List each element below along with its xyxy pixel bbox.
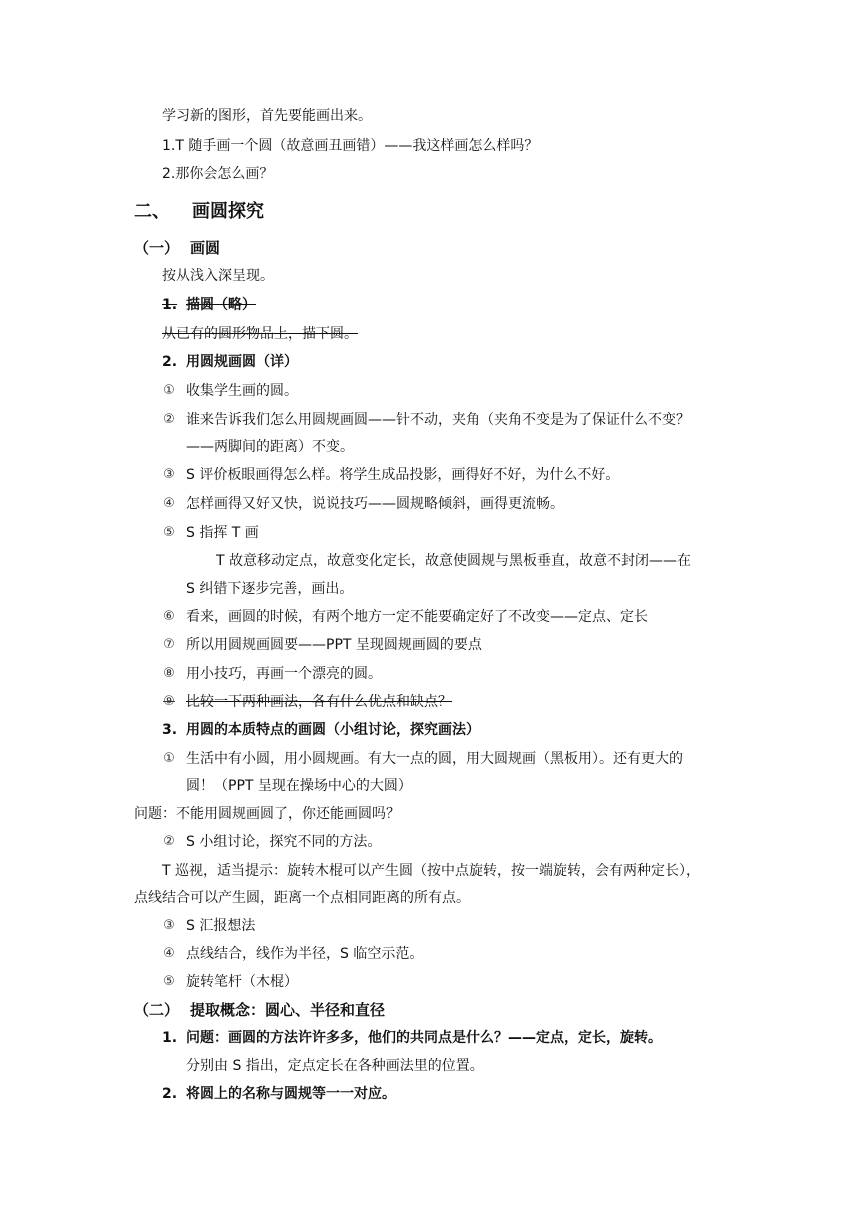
concept-item-2: 将圆上的名称与圆规等一一对应。 — [186, 1086, 396, 1102]
list-item-continued: T 故意移动定点，故意变化定长，故意使圆规与黑板垂直，故意不封闭——在 — [216, 553, 692, 569]
list-marker: ② — [163, 834, 175, 849]
list-marker: ④ — [163, 946, 175, 961]
list-item: S 小组讨论，探究不同的方法。 — [186, 834, 382, 850]
list-marker: ⑤ — [163, 974, 175, 989]
list-item: 用小技巧，再画一个漂亮的圆。 — [186, 666, 382, 682]
list-marker: ⑤ — [163, 525, 175, 540]
list-item: 比较一下两种画法，各有什么优点和缺点？ — [186, 694, 452, 710]
list-marker: ① — [163, 751, 175, 766]
subsection-1-number: （一） — [134, 239, 180, 257]
list-marker: ⑧ — [163, 666, 175, 681]
intro-line-1: 学习新的图形，首先要能画出来。 — [162, 108, 372, 124]
subsection-2-number: （二） — [134, 1001, 180, 1019]
item-2-number: 2. — [162, 354, 178, 370]
list-marker: ④ — [163, 496, 175, 511]
list-item: S 汇报想法 — [186, 918, 256, 934]
list-item: 所以用圆规画圆要——PPT 呈现圆规画圆的要点 — [186, 637, 482, 653]
list-item: 怎样画得又好又快，说说技巧——圆规略倾斜，画得更流畅。 — [186, 496, 564, 512]
concept-item-2-number: 2. — [162, 1086, 178, 1102]
question-line: 问题：不能用圆规画圆了，你还能画圆吗？ — [134, 806, 400, 822]
item-1-detail: 从已有的圆形物品上，描下圆。 — [162, 326, 358, 342]
concept-item-1-number: 1. — [162, 1030, 178, 1046]
list-marker: ① — [163, 383, 175, 398]
item-3-number: 3. — [162, 722, 178, 738]
list-marker: ⑨ — [163, 694, 175, 709]
list-item-continued: ——两脚间的距离）不变。 — [186, 439, 354, 455]
list-item: 点线结合，线作为半径，S 临空示范。 — [186, 946, 424, 962]
list-item: S 评价板眼画得怎么样。将学生成品投影，画得好不好，为什么不好。 — [186, 467, 620, 483]
section-2-title: 画圆探究 — [192, 201, 264, 222]
list-item: 生活中有小圆，用小圆规画。有大一点的圆，用大圆规画（黑板用）。还有更大的 — [186, 751, 683, 767]
concept-item-1-detail: 分别由 S 指出，定点定长在各种画法里的位置。 — [186, 1058, 484, 1074]
list-marker: ⑦ — [163, 637, 175, 652]
paragraph-hint: T 巡视，适当提示：旋转木棍可以产生圆（按中点旋转，按一端旋转，会有两种定长）， — [162, 863, 700, 879]
list-item: S 指挥 T 画 — [186, 525, 259, 541]
list-item-continued: S 纠错下逐步完善，画出。 — [186, 581, 354, 597]
item-2-heading: 用圆规画圆（详） — [186, 354, 298, 370]
subsection-2-title: 提取概念：圆心、半径和直径 — [190, 1001, 386, 1019]
paragraph-order: 按从浅入深呈现。 — [162, 268, 274, 284]
item-3-heading: 用圆的本质特点的画圆（小组讨论，探究画法） — [186, 722, 480, 738]
section-2-number: 二、 — [134, 201, 170, 222]
intro-line-3: 2.那你会怎么画？ — [162, 166, 274, 182]
list-item: 收集学生画的圆。 — [186, 383, 298, 399]
item-1-number: 1. — [162, 297, 178, 313]
list-item: 旋转笔杆（木棍） — [186, 974, 298, 990]
subsection-1-title: 画圆 — [190, 239, 221, 257]
paragraph-hint-continued: 点线结合可以产生圆，距离一个点相同距离的所有点。 — [134, 890, 470, 906]
list-item: 看来，画圆的时候，有两个地方一定不能要确定好了不改变——定点、定长 — [186, 609, 648, 625]
list-marker: ② — [163, 412, 175, 427]
list-marker: ⑥ — [163, 609, 175, 624]
list-marker: ③ — [163, 467, 175, 482]
list-marker: ③ — [163, 918, 175, 933]
item-1-heading: 描圆（略） — [186, 297, 256, 313]
list-item: 谁来告诉我们怎么用圆规画圆——针不动，夹角（夹角不变是为了保证什么不变？ — [186, 412, 690, 428]
intro-line-2: 1.T 随手画一个圆（故意画丑画错）——我这样画怎么样吗？ — [162, 138, 539, 154]
concept-item-1: 问题：画圆的方法许许多多，他们的共同点是什么？——定点，定长，旋转。 — [186, 1030, 662, 1046]
list-item-continued: 圆！（PPT 呈现在操场中心的大圆） — [186, 778, 412, 794]
